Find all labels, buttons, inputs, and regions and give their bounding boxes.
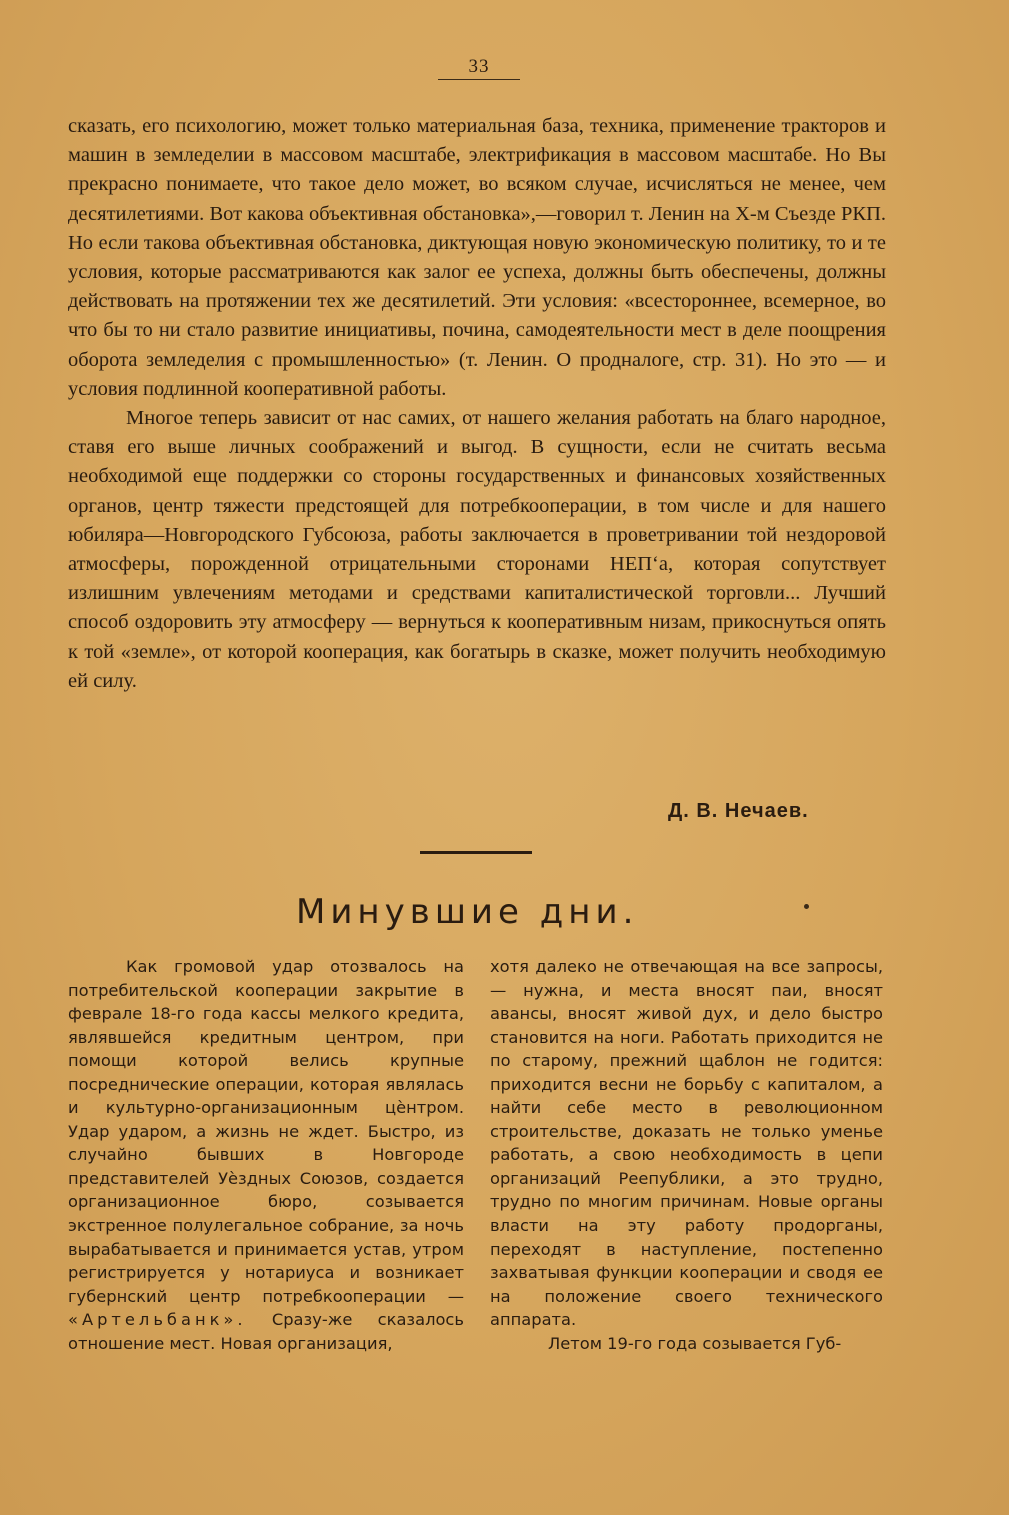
article-title: Минувшие дни.: [296, 892, 639, 932]
right-column-paragraph-1: хотя далеко не отвечающая на все запросы, — нужна, и места вносят паи, вносят авансы, вносят живой дух, и дело быстро становится на ноги. Работать приходится не по старому, прежний щаблон не годится: приходится весни не борьбу с капиталом, а найти себе место в революционном строительстве, доказать не только уменье работать, а свою необходимость в цепи организаций Реепублики, а это трудно, трудно по многим причинам. Новые органы власти на эту работу продорганы, переходят в наступление, постепенно захватывая функции кооперации и сводя ее на положение своего технического аппарата.: [490, 957, 883, 1330]
article-right-column: [490, 955, 883, 1355]
essay-paragraph-2: Многое теперь зависит от нас самих, от нашего желания работать на благо народное, ставя его выше личных соображений и выгод. В сущности, если не считать весьма необходимой еще поддержки со стороны государственных и финансовых хозяйственных органов, центр тяжести предстоящей для потребкооперации, в том числе и для нашего юбиляра—Новгородского Губсоюза, работы заключается в проветривании той нездоровой атмосферы, порожденной отрицательными сторонами НЕП‘а, которая сопутствует излишним увлечениям методами и средствами капиталистической торговли... Лучший способ оздоровить эту атмосферу — вернуться к кооперативным низам, прикоснуться опять к той «земле», от которой кооперация, как богатырь в сказке, может получить необходимую ей силу.: [68, 407, 886, 692]
artelbank-spaced-word: «Артельбанк».: [68, 1310, 247, 1330]
left-column-paragraph: [68, 955, 464, 1355]
page-number-rule: [438, 79, 520, 80]
essay-paragraph-1: сказать, его психологию, может только материальная база, техника, применение тракторов и машин в земледелии в массовом масштабе, электрификация в массовом масштабе. Но Вы прекрасно понимаете, что такое дело может, во всяком случае, исчисляться не менее, чем десятилетиями. Вот какова объективная обстановка»,—говорил т. Ленин на X-м Съезде РКП. Но если такова объективная обстановка, диктующая новую экономическую политику, то и те условия, которые рассматриваются как залог ее успеха, должны быть обеспечены, должны действовать на протяжении тех же десятилетий. Эти условия: «всестороннее, всемерное, во что бы то ни стало развитие инициативы, почина, самодеятельности мест в деле поощрения оборота земледелия с промышленностью» (т. Ленин. О продналоге, стр. 31). Но это — и условия подлинной кооперативной работы.: [68, 115, 886, 400]
page-number: 33: [468, 56, 490, 77]
left-column-text-b: Сразу-же сказалось отношение мест. Новая организация,: [68, 1310, 464, 1353]
right-column-paragraph-2: Летом 19-го года созывается Губ-: [548, 1333, 842, 1353]
left-column-text-a: Как громовой удар отозвалось на потребительской кооперации закрытие в феврале 18-го года кассы мелкого кредита, являвшейся кредитным центром, при помощи которой велись крупные посреднические операции, которая являлась и культурно-организационным цѐнтром. Удар ударом, а жизнь не ждет. Быстро, из случайно бывших в Новгороде представителей Уѐздных Союзов, создается организационное бюро, созывается экстренное полулегальное собрание, за ночь вырабатывается и принимается устав, утром регистрируется у нотариуса и возникает губернский центр потребкооперации —: [68, 957, 464, 1306]
ink-dot: [804, 904, 809, 909]
essay-text: [68, 112, 886, 696]
author-signature: Д. В. Нечаев.: [668, 800, 809, 822]
article-left-column: [68, 955, 464, 1355]
section-divider: [420, 851, 532, 854]
